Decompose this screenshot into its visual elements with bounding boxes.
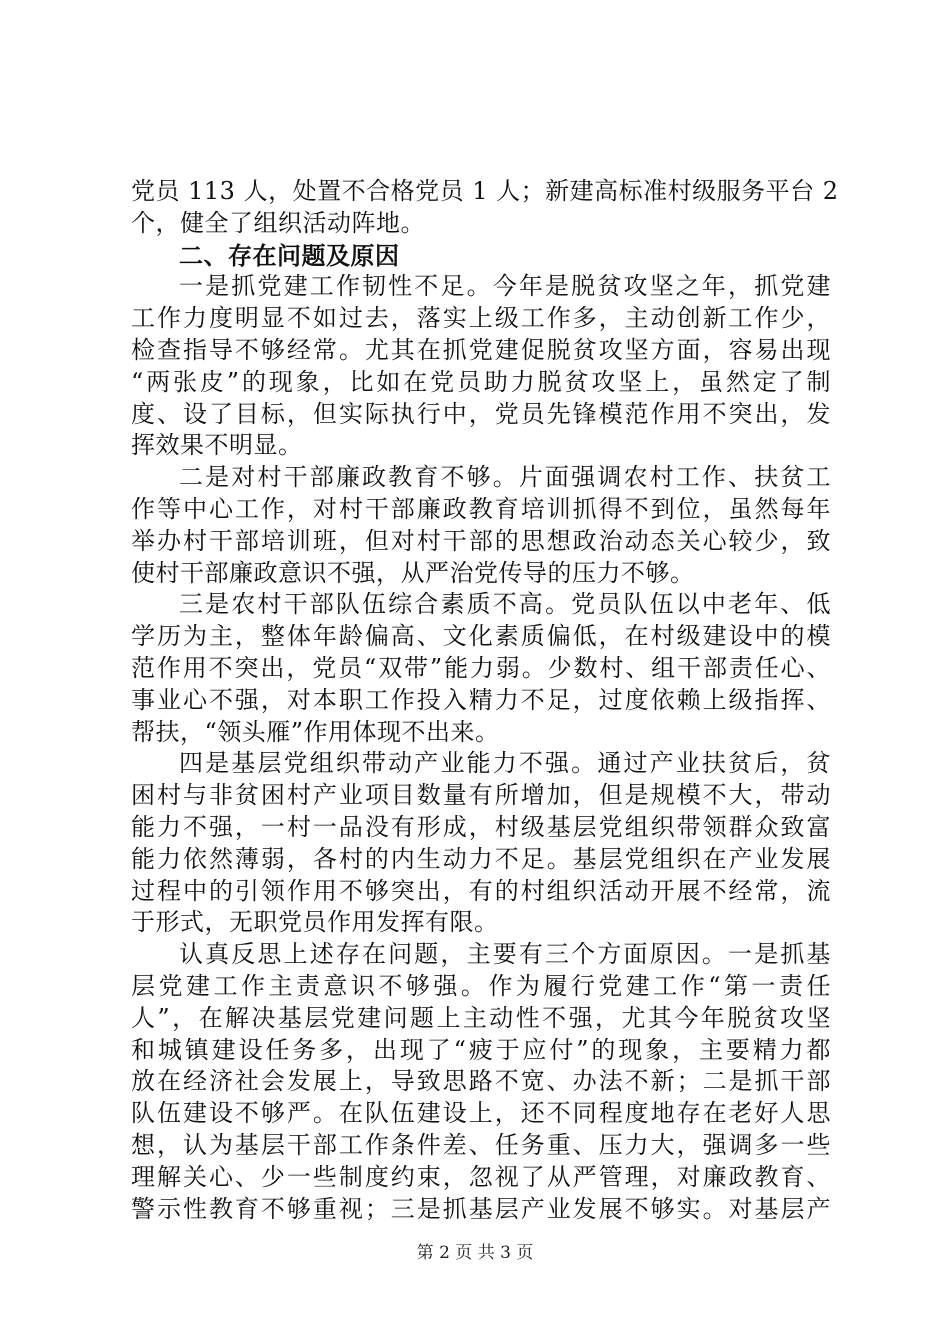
- text-line: 放在经济社会发展上，导致思路不宽、办法不新；二是抓干部: [131, 1067, 831, 1096]
- text-line: 能力不强，一村一品没有形成，村级基层党组织带领群众致富: [131, 812, 831, 841]
- text-line: 理解关心、少一些制度约束，忽视了从严管理，对廉政教育、: [131, 1162, 831, 1191]
- text-line: 人”，在解决基层党建问题上主动性不强，尤其今年脱贫攻坚: [131, 1003, 831, 1032]
- text-line: 困村与非贫困村产业项目数量有所增加，但是规模不大，带动: [131, 781, 831, 810]
- text-line: 检查指导不够经常。尤其在抓党建促脱贫攻坚方面，容易出现: [131, 335, 831, 364]
- text-line: 于形式，无职党员作用发挥有限。: [131, 908, 499, 937]
- text-line: 帮扶，“领头雁”作用体现不出来。: [131, 717, 500, 746]
- text-line: 党员 113 人，处置不合格党员 1 人；新建高标准村级服务平台 2: [131, 177, 839, 205]
- text-line: 四是基层党组织带动产业能力不强。通过产业扶贫后，贫: [179, 749, 831, 778]
- text-line: 作等中心工作，对村干部廉政教育培训抓得不到位，虽然每年: [131, 494, 831, 523]
- text-line: 工作力度明显不如过去，落实上级工作多，主动创新工作少，: [131, 304, 831, 333]
- text-line: 警示性教育不够重视；三是抓基层产业发展不够实。对基层产: [131, 1194, 831, 1223]
- text-line: 范作用不突出，党员“双带”能力弱。少数村、组干部责任心、: [131, 653, 831, 682]
- text-line: 过程中的引领作用不够突出，有的村组织活动开展不经常，流: [131, 876, 831, 905]
- text-line: 度、设了目标，但实际执行中，党员先锋模范作用不突出，发: [131, 399, 831, 428]
- text-line: 队伍建设不够严。在队伍建设上，还不同程度地存在老好人思: [131, 1099, 831, 1128]
- text-line: 层党建工作主责意识不够强。作为履行党建工作“第一责任: [131, 971, 831, 1000]
- text-line: 认真反思上述存在问题，主要有三个方面原因。一是抓基: [179, 940, 831, 969]
- text-line: 学历为主，整体年龄偏高、文化素质偏低，在村级建设中的模: [131, 622, 831, 651]
- text-line: 使村干部廉政意识不强，从严治党传导的压力不够。: [131, 558, 695, 587]
- section-heading: 二、存在问题及原因: [179, 240, 400, 270]
- text-line: “两张皮”的现象，比如在党员助力脱贫攻坚上，虽然定了制: [131, 367, 831, 396]
- text-line: 三是农村干部队伍综合素质不高。党员队伍以中老年、低: [179, 590, 831, 619]
- text-line: 一是抓党建工作韧性不足。今年是脱贫攻坚之年，抓党建: [179, 272, 831, 301]
- text-line: 想，认为基层干部工作条件差、任务重、压力大，强调多一些: [131, 1130, 831, 1159]
- text-line: 个，健全了组织活动阵地。: [131, 208, 425, 237]
- text-line: 举办村干部培训班，但对村干部的思想政治动态关心较少，致: [131, 526, 831, 555]
- text-line: 挥效果不明显。: [131, 431, 303, 460]
- document-body: [131, 176, 839, 1225]
- page-number-footer: 第 2 页 共 3 页: [416, 1243, 534, 1263]
- text-line: 事业心不强，对本职工作投入精力不足，过度依赖上级指挥、: [131, 685, 831, 714]
- text-line: 二是对村干部廉政教育不够。片面强调农村工作、扶贫工: [179, 463, 831, 492]
- text-line: 和城镇建设任务多，出现了“疲于应付”的现象，主要精力都: [131, 1035, 831, 1064]
- text-line: 能力依然薄弱，各村的内生动力不足。基层党组织在产业发展: [131, 844, 831, 873]
